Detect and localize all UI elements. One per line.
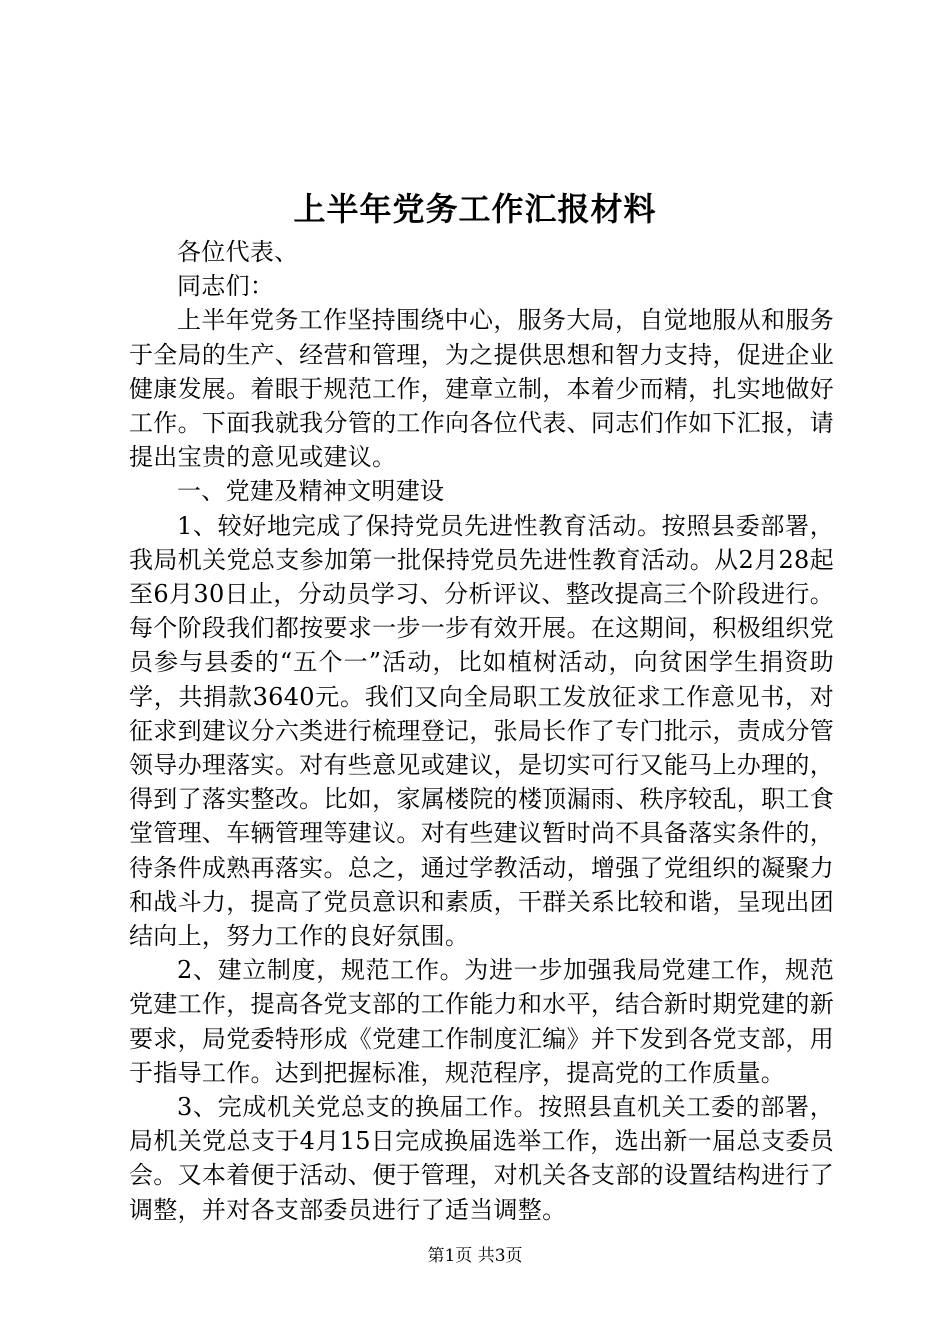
document-title: 上半年党务工作汇报材料 [293,190,657,228]
page-number-footer: 第1页 共3页 [427,1246,523,1266]
body-paragraph-3: 3、完成机关党总支的换届工作。按照县直机关工委的部署，局机关党总支于4月15日完成换届选举工作，选出新一届总支委员会。又本着便于活动、便于管理，对机关各支部的设置结构进行了调整，并对各支部委员进行了适当调整。 [129,1093,834,1224]
body-paragraph-1: 1、较好地完成了保持党员先进性教育活动。按照县委部署，我局机关党总支参加第一批保持党员先进性教育活动。从2月28起至6月30日止，分动员学习、分析评议、整改提高三个阶段进行。每个阶段我们都按要求一步一步有效开展。在这期间，积极组织党员参与县委的“五个一”活动，比如植树活动，向贫困学生捐资助学，共捐款3640元。我们又向全局职工发放征求工作意见书，对征求到建议分六类进行梳理登记，张局长作了专门批示，责成分管领导办理落实。对有些意见或建议，是切实可行又能马上办理的，得到了落实整改。比如，家属楼院的楼顶漏雨、秩序较乱，职工食堂管理、车辆管理等建议。对有些建议暂时尚不具备落实条件的，待条件成熟再落实。总之，通过学教活动，增强了党组织的凝聚力和战斗力，提高了党员意识和素质，干群关系比较和谐，呈现出团结向上，努力工作的良好氛围。 [129,511,834,951]
body-paragraph-2: 2、建立制度，规范工作。为进一步加强我局党建工作，规范党建工作，提高各党支部的工作能力和水平，结合新时期党建的新要求，局党委特形成《党建工作制度汇编》并下发到各党支部，用于指导工作。达到把握标准，规范程序，提高党的工作质量。 [129,956,834,1087]
intro-paragraph: 上半年党务工作坚持围绕中心，服务大局，自觉地服从和服务于全局的生产、经营和管理，为之提供思想和智力支持，促进企业健康发展。着眼于规范工作，建章立制，本着少而精，扎实地做好工作。下面我就我分管的工作向各位代表、同志们作如下汇报，请提出宝贵的意见或建议。 [129,306,834,472]
section-heading: 一、党建及精神文明建设 [177,477,445,506]
salutation-line-1: 各位代表、 [177,238,299,266]
salutation-line-2: 同志们： [177,272,275,301]
document-body [129,235,834,1227]
